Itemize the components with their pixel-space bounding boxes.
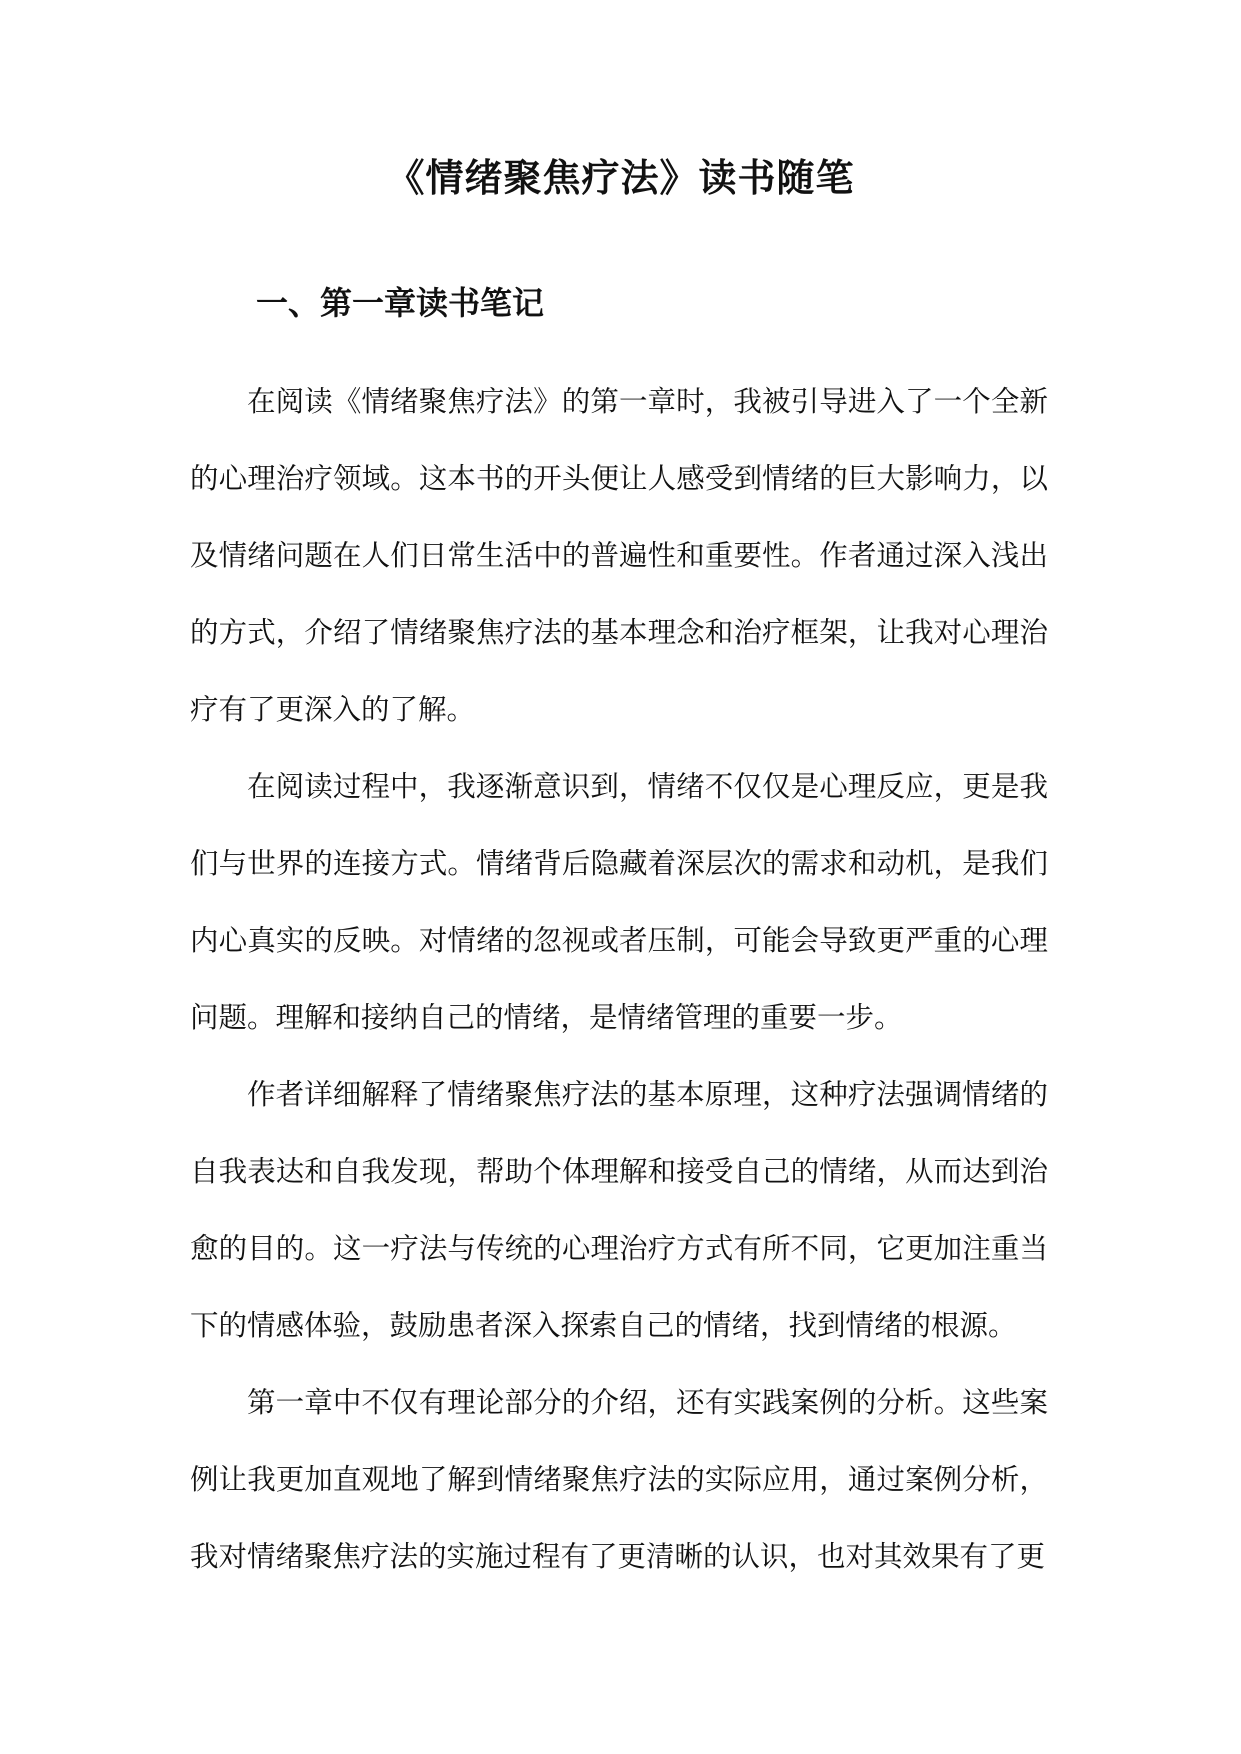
section-heading: 一、第一章读书笔记 [256,284,545,322]
document-title: 《情绪聚焦疗法》读书随笔 [386,155,855,200]
body-text [190,363,1048,1595]
paragraph: 在阅读《情绪聚焦疗法》的第一章时，我被引导进入了一个全新的心理治疗领域。这本书的开头便让人感受到情绪的巨大影响力，以及情绪问题在人们日常生活中的普遍性和重要性。作者通过深入浅出的方式，介绍了情绪聚焦疗法的基本理念和治疗框架，让我对心理治疗有了更深入的了解。 [190,385,1048,726]
paragraph: 第一章中不仅有理论部分的介绍，还有实践案例的分析。这些案例让我更加直观地了解到情绪聚焦疗法的实际应用，通过案例分析，我对情绪聚焦疗法的实施过程有了更清晰的认识，也对其效果有了更 [190,1386,1048,1573]
paragraph: 在阅读过程中，我逐渐意识到，情绪不仅仅是心理反应，更是我们与世界的连接方式。情绪背后隐藏着深层次的需求和动机，是我们内心真实的反映。对情绪的忽视或者压制，可能会导致更严重的心理问题。理解和接纳自己的情绪，是情绪管理的重要一步。 [190,770,1048,1034]
paragraph: 作者详细解释了情绪聚焦疗法的基本原理，这种疗法强调情绪的自我表达和自我发现，帮助个体理解和接受自己的情绪，从而达到治愈的目的。这一疗法与传统的心理治疗方式有所不同，它更加注重当下的情感体验，鼓励患者深入探索自己的情绪，找到情绪的根源。 [190,1078,1048,1342]
